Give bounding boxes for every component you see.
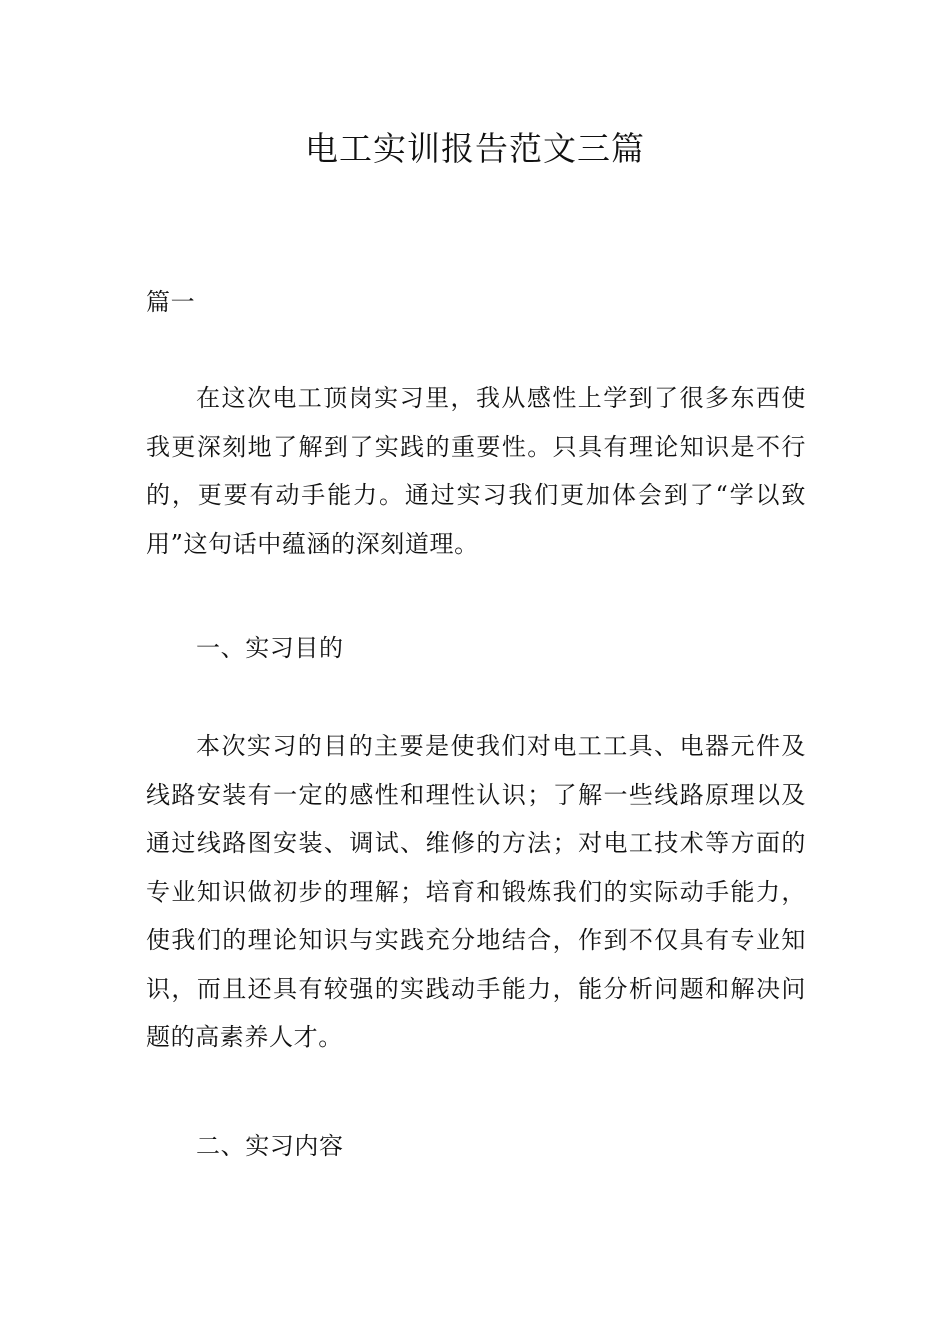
heading-content: 二、实习内容 xyxy=(196,1132,344,1160)
document-title: 电工实训报告范文三篇 xyxy=(305,129,645,168)
section-label: 篇一 xyxy=(146,288,196,316)
purpose-paragraph: 本次实习的目的主要是使我们对电工工具、电器元件及线路安装有一定的感性和理性认识；了解一些线路原理以及通过线路图安装、调试、维修的方法；对电工技术等方面的专业知识做初步的理解；培育和锻炼我们的实际动手能力，使我们的理论知识与实践充分地结合，作到不仅具有专业知识，而且还具有较强的实践动手能力，能分析问题和解决问题的高素养人才。 xyxy=(146,732,806,1051)
heading-purpose: 一、实习目的 xyxy=(196,634,344,662)
intro-paragraph: 在这次电工顶岗实习里，我从感性上学到了很多东西使我更深刻地了解到了实践的重要性。只具有理论知识是不行的，更要有动手能力。通过实习我们更加体会到了“学以致用”这句话中蕴涵的深刻道理。 xyxy=(146,384,806,558)
